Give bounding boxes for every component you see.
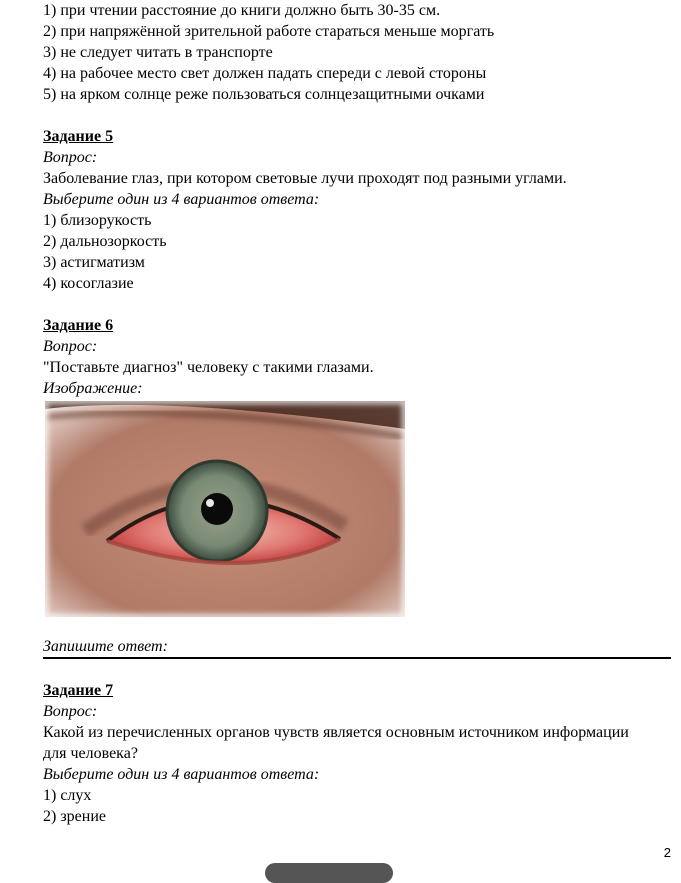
task5-option-4: 4) косоглазие — [43, 275, 134, 292]
task5-option-3: 3) астигматизм — [43, 254, 145, 271]
task5-question: Заболевание глаз, при котором световые лучи проходят под разными углами. — [43, 170, 567, 187]
task7-question-label: Вопрос: — [43, 703, 98, 720]
task5-question-label: Вопрос: — [43, 149, 98, 166]
task6-image-label: Изображение: — [43, 380, 143, 397]
task5-title: Задание 5 — [43, 128, 114, 145]
task5-instruction: Выберите один из 4 вариантов ответа: — [43, 191, 320, 208]
prev-option-2: 2) при напряжённой зрительной работе стараться меньше моргать — [43, 23, 495, 40]
prev-option-5: 5) на ярком солнце реже пользоваться солнцезащитными очками — [43, 86, 485, 103]
task6-question: "Поставьте диагноз" человеку с такими глазами. — [43, 359, 374, 376]
task5-option-2: 2) дальнозоркость — [43, 233, 167, 250]
task7-instruction: Выберите один из 4 вариантов ответа: — [43, 766, 320, 783]
task7-option-1: 1) слух — [43, 787, 92, 804]
task6-answer-label: Запишите ответ: — [43, 638, 168, 655]
task6-question-label: Вопрос: — [43, 338, 98, 355]
prev-option-1: 1) при чтении расстояние до книги должно быть 30-35 см. — [43, 2, 441, 19]
task7-question: Какой из перечисленных органов чувств является основным источником информации для человека? — [43, 724, 629, 762]
task7-title: Задание 7 — [43, 682, 114, 699]
prev-option-4: 4) на рабочее место свет должен падать спереди с левой стороны — [43, 65, 487, 82]
red-eye-photo — [45, 401, 405, 617]
task5-option-1: 1) близорукость — [43, 212, 152, 229]
task6-title: Задание 6 — [43, 317, 114, 334]
bottom-overlay-pill[interactable] — [265, 863, 393, 883]
page-number: 2 — [663, 845, 671, 860]
task7-option-2: 2) зрение — [43, 808, 106, 825]
document-page — [43, 0, 673, 827]
prev-option-3: 3) не следует читать в транспорте — [43, 44, 273, 61]
